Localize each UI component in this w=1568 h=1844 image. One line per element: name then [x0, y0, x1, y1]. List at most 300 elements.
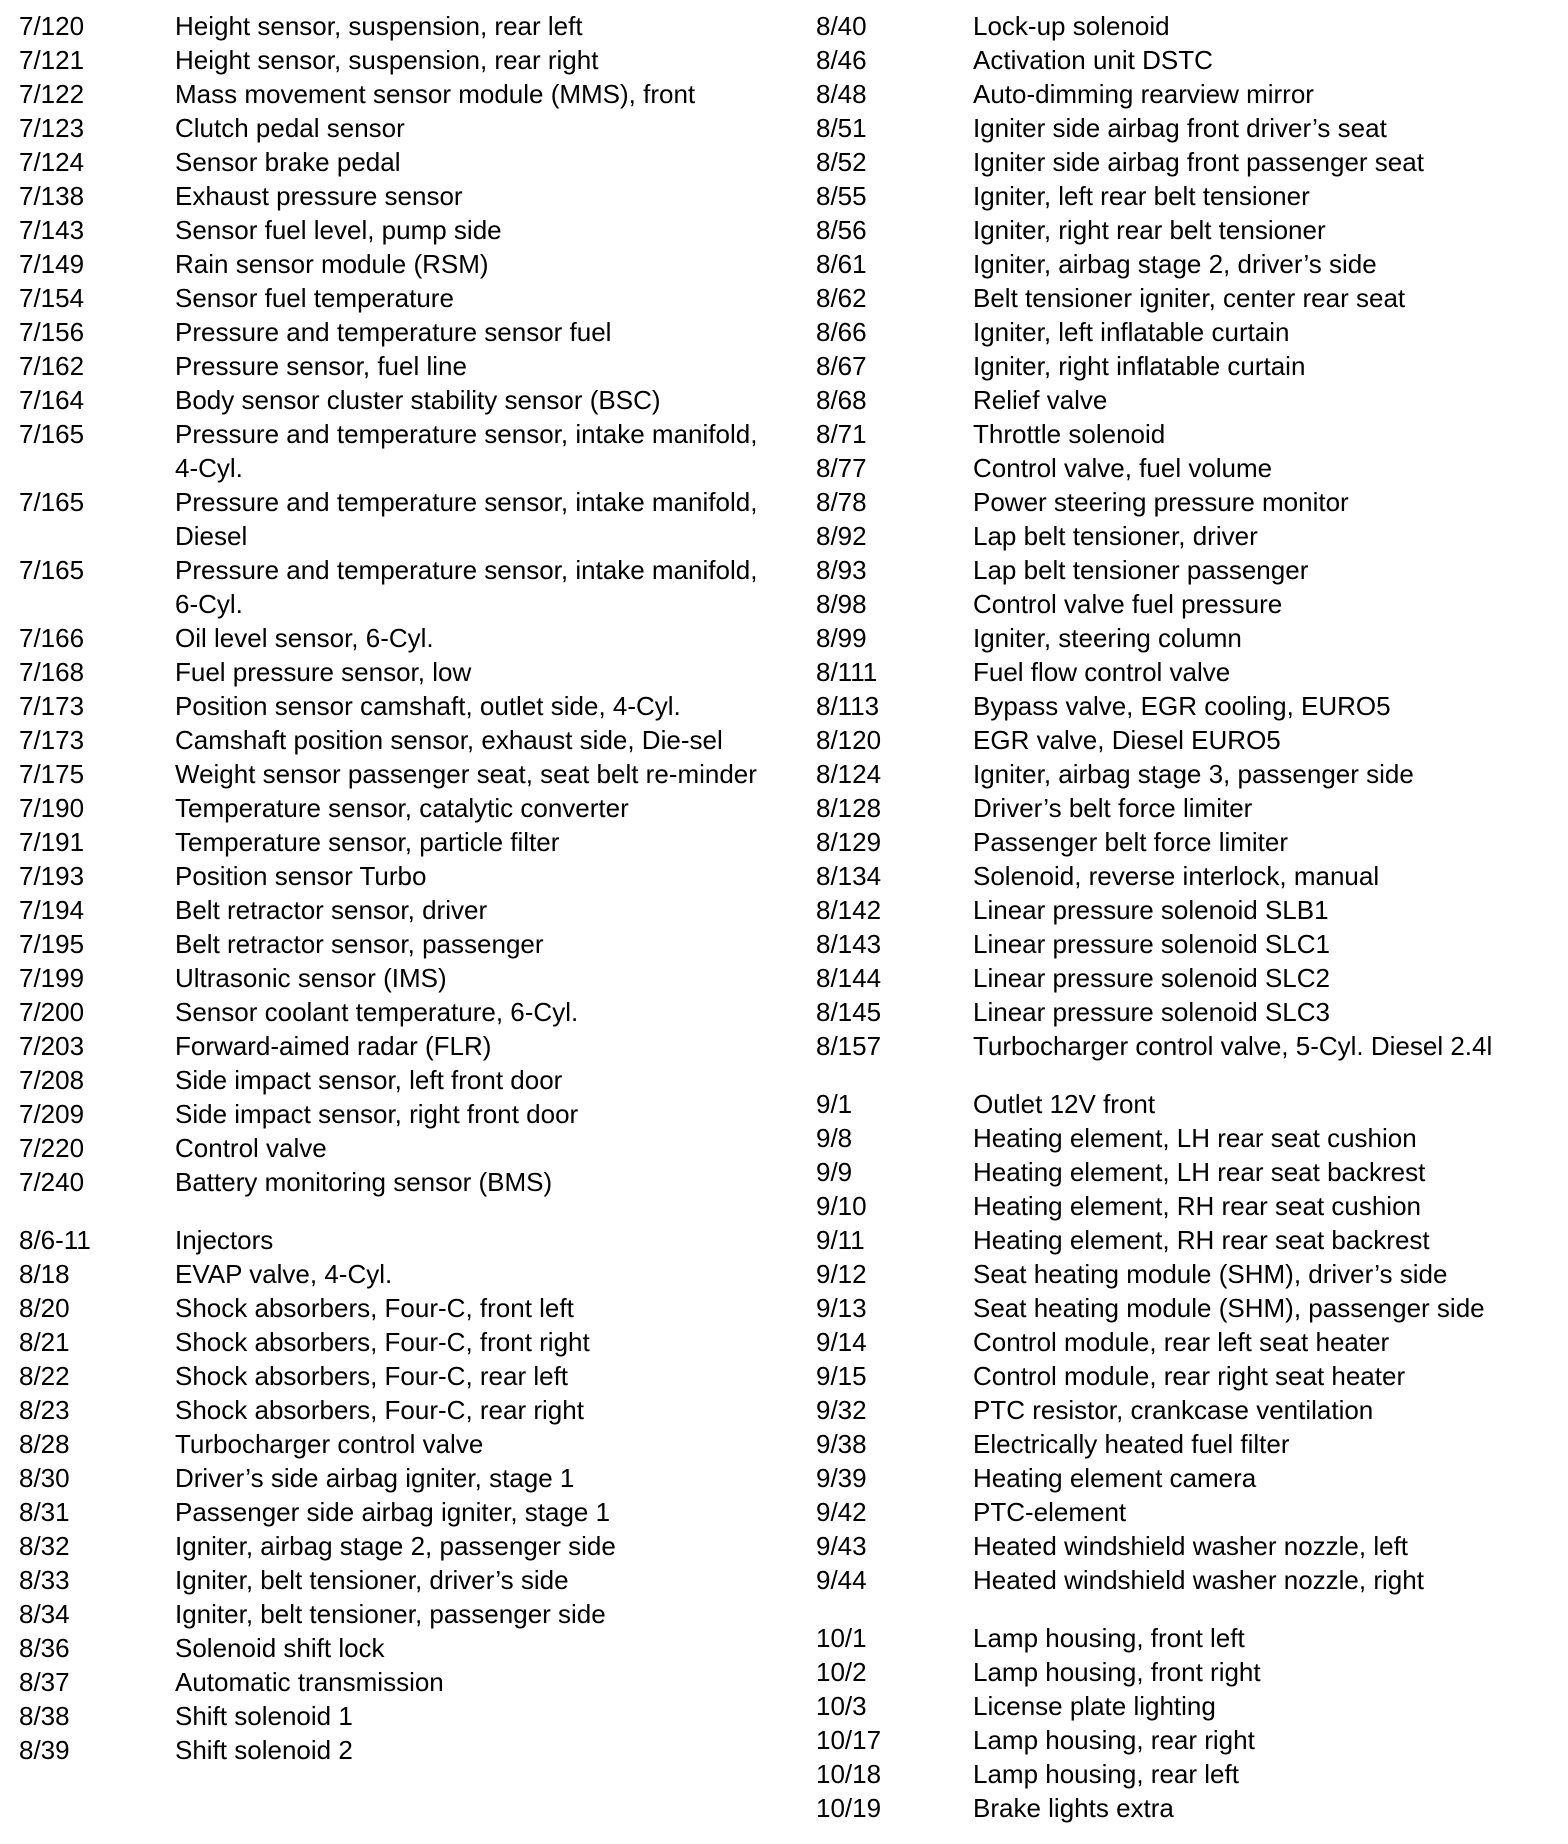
component-entry	[19, 43, 799, 77]
component-description: Pressure sensor, fuel line	[175, 351, 467, 381]
component-code: 8/68	[816, 385, 867, 415]
component-description: Control module, rear right seat heater	[973, 1361, 1406, 1391]
component-code: 8/34	[19, 1599, 70, 1629]
component-entry	[816, 723, 1556, 757]
component-code: 8/66	[816, 317, 867, 347]
component-entry	[816, 349, 1556, 383]
component-entry	[19, 77, 799, 111]
component-entry	[19, 825, 799, 859]
component-code: 7/199	[19, 963, 85, 993]
component-description: Control valve	[175, 1133, 327, 1163]
component-code: 8/38	[19, 1701, 70, 1731]
component-code: 7/124	[19, 147, 85, 177]
component-code: 8/52	[816, 147, 867, 177]
component-description: Linear pressure solenoid SLC2	[973, 963, 1330, 993]
component-description: Pressure and temperature sensor, intake manifold, 6-Cyl.	[175, 555, 758, 619]
component-entry	[19, 1029, 799, 1063]
component-description: Linear pressure solenoid SLB1	[973, 895, 1329, 925]
component-description: Position sensor Turbo	[175, 861, 427, 891]
component-entry	[19, 1563, 799, 1597]
component-code: 10/19	[816, 1793, 882, 1823]
component-description: Height sensor, suspension, rear left	[175, 11, 583, 41]
component-entry	[19, 417, 799, 485]
component-code: 8/22	[19, 1361, 70, 1391]
component-description: Igniter, right inflatable curtain	[973, 351, 1306, 381]
component-description: Shock absorbers, Four-C, rear right	[175, 1395, 584, 1425]
component-code: 8/144	[816, 963, 882, 993]
component-code: 9/10	[816, 1191, 867, 1221]
component-description: License plate lighting	[973, 1691, 1216, 1721]
component-entry	[816, 247, 1556, 281]
component-code: 7/190	[19, 793, 85, 823]
component-description: Battery monitoring sensor (BMS)	[175, 1167, 553, 1197]
component-description: Rain sensor module (RSM)	[175, 249, 489, 279]
component-entry	[19, 1325, 799, 1359]
component-code: 7/122	[19, 79, 85, 109]
component-code: 7/164	[19, 385, 85, 415]
component-code: 8/48	[816, 79, 867, 109]
component-description: Heating element, RH rear seat cushion	[973, 1191, 1422, 1221]
component-code: 7/162	[19, 351, 85, 381]
component-description: Side impact sensor, left front door	[175, 1065, 563, 1095]
component-code: 8/32	[19, 1531, 70, 1561]
component-code: 7/194	[19, 895, 85, 925]
component-description: Solenoid, reverse interlock, manual	[973, 861, 1380, 891]
component-entry	[816, 1689, 1556, 1723]
component-description: Igniter, steering column	[973, 623, 1242, 653]
component-description: Igniter, left rear belt tensioner	[973, 181, 1310, 211]
component-code: 8/56	[816, 215, 867, 245]
component-code: 7/191	[19, 827, 85, 857]
component-description: Position sensor camshaft, outlet side, 4-Cyl.	[175, 691, 681, 721]
component-code: 7/166	[19, 623, 85, 653]
component-entry	[816, 553, 1556, 587]
component-entry	[19, 723, 799, 757]
component-entry	[816, 9, 1556, 43]
component-entry	[816, 519, 1556, 553]
component-entry	[816, 1461, 1556, 1495]
component-description: Relief valve	[973, 385, 1108, 415]
component-description: Belt retractor sensor, passenger	[175, 929, 544, 959]
component-description: Auto-dimming rearview mirror	[973, 79, 1314, 109]
component-entry	[19, 655, 799, 689]
component-entry	[19, 1257, 799, 1291]
component-description: Igniter, airbag stage 2, driver’s side	[973, 249, 1377, 279]
component-entry	[19, 1529, 799, 1563]
component-entry	[19, 1165, 799, 1199]
component-description: Igniter, left inflatable curtain	[973, 317, 1290, 347]
component-entry	[19, 553, 799, 621]
component-code: 7/209	[19, 1099, 85, 1129]
left-column	[19, 9, 799, 1767]
component-entry	[19, 621, 799, 655]
component-description: Outlet 12V front	[973, 1089, 1156, 1119]
component-code: 7/120	[19, 11, 85, 41]
component-description: Heated windshield washer nozzle, left	[973, 1531, 1409, 1561]
component-group	[19, 1223, 799, 1767]
component-entry	[19, 281, 799, 315]
component-entry	[816, 655, 1556, 689]
component-entry	[816, 859, 1556, 893]
component-description: Pressure and temperature sensor, intake manifold, 4-Cyl.	[175, 419, 758, 483]
component-code: 8/31	[19, 1497, 70, 1527]
component-entry	[816, 961, 1556, 995]
component-entry	[816, 1291, 1556, 1325]
component-description: Seat heating module (SHM), driver’s side	[973, 1259, 1448, 1289]
component-entry	[816, 1393, 1556, 1427]
component-description: Throttle solenoid	[973, 419, 1166, 449]
component-description: Heating element, LH rear seat backrest	[973, 1157, 1426, 1187]
component-code: 7/195	[19, 929, 85, 959]
component-code: 8/39	[19, 1735, 70, 1765]
component-description: Height sensor, suspension, rear right	[175, 45, 599, 75]
component-description: Solenoid shift lock	[175, 1633, 385, 1663]
component-code: 8/78	[816, 487, 867, 517]
component-code: 9/43	[816, 1531, 867, 1561]
component-description: Heating element, RH rear seat backrest	[973, 1225, 1430, 1255]
component-code: 8/21	[19, 1327, 70, 1357]
component-description: Temperature sensor, particle filter	[175, 827, 560, 857]
component-description: Igniter, right rear belt tensioner	[973, 215, 1326, 245]
component-code: 8/92	[816, 521, 867, 551]
component-description: Heated windshield washer nozzle, right	[973, 1565, 1424, 1595]
component-description: Lap belt tensioner, driver	[973, 521, 1258, 551]
component-code: 8/128	[816, 793, 882, 823]
component-code: 7/193	[19, 861, 85, 891]
component-entry	[816, 1563, 1556, 1597]
component-entry	[816, 825, 1556, 859]
component-entry	[816, 383, 1556, 417]
component-description: Igniter, airbag stage 2, passenger side	[175, 1531, 616, 1561]
component-entry	[816, 621, 1556, 655]
component-code: 7/123	[19, 113, 85, 143]
component-code: 8/33	[19, 1565, 70, 1595]
component-description: Igniter side airbag front passenger seat	[973, 147, 1424, 177]
component-entry	[816, 485, 1556, 519]
component-entry	[19, 791, 799, 825]
component-description: Fuel pressure sensor, low	[175, 657, 472, 687]
component-description: Sensor coolant temperature, 6-Cyl.	[175, 997, 579, 1027]
component-entry	[816, 145, 1556, 179]
component-description: Oil level sensor, 6-Cyl.	[175, 623, 434, 653]
component-description: Seat heating module (SHM), passenger side	[973, 1293, 1485, 1323]
component-code: 7/208	[19, 1065, 85, 1095]
component-code: 7/143	[19, 215, 85, 245]
component-description: Weight sensor passenger seat, seat belt re-minder	[175, 759, 757, 789]
component-code: 8/61	[816, 249, 867, 279]
component-entry	[19, 213, 799, 247]
component-code: 9/12	[816, 1259, 867, 1289]
component-description: Driver’s belt force limiter	[973, 793, 1253, 823]
component-code: 8/134	[816, 861, 882, 891]
component-description: Body sensor cluster stability sensor (BSC)	[175, 385, 661, 415]
component-code: 10/2	[816, 1657, 867, 1687]
component-entry	[816, 995, 1556, 1029]
component-code: 9/38	[816, 1429, 867, 1459]
component-group	[816, 9, 1556, 1063]
component-entry	[816, 757, 1556, 791]
component-code: 7/154	[19, 283, 85, 313]
component-code: 9/1	[816, 1089, 853, 1119]
component-entry	[816, 587, 1556, 621]
component-code: 8/113	[816, 691, 880, 721]
component-description: Passenger side airbag igniter, stage 1	[175, 1497, 611, 1527]
component-description: Clutch pedal sensor	[175, 113, 405, 143]
component-code: 8/18	[19, 1259, 70, 1289]
component-code: 8/37	[19, 1667, 70, 1697]
component-entry	[19, 927, 799, 961]
component-description: Lap belt tensioner passenger	[973, 555, 1309, 585]
component-code: 7/156	[19, 317, 85, 347]
component-description: Belt retractor sensor, driver	[175, 895, 488, 925]
component-code: 7/240	[19, 1167, 85, 1197]
component-entry	[19, 689, 799, 723]
component-description: Activation unit DSTC	[973, 45, 1213, 75]
component-entry	[19, 1131, 799, 1165]
component-entry	[19, 9, 799, 43]
component-entry	[19, 179, 799, 213]
component-description: Linear pressure solenoid SLC1	[973, 929, 1330, 959]
component-entry	[19, 1495, 799, 1529]
component-code: 7/200	[19, 997, 85, 1027]
right-column	[816, 9, 1556, 1825]
component-code: 7/165	[19, 487, 85, 517]
component-code: 7/220	[19, 1133, 85, 1163]
component-entry	[816, 1257, 1556, 1291]
component-description: Bypass valve, EGR cooling, EURO5	[973, 691, 1391, 721]
component-description: Forward-aimed radar (FLR)	[175, 1031, 492, 1061]
component-code: 8/98	[816, 589, 867, 619]
component-entry	[19, 893, 799, 927]
component-description: Igniter side airbag front driver’s seat	[973, 113, 1387, 143]
component-description: Linear pressure solenoid SLC3	[973, 997, 1330, 1027]
component-code: 8/145	[816, 997, 882, 1027]
component-description: Igniter, belt tensioner, driver’s side	[175, 1565, 569, 1595]
component-entry	[19, 1699, 799, 1733]
component-code: 8/62	[816, 283, 867, 313]
component-code: 7/203	[19, 1031, 85, 1061]
component-code: 7/175	[19, 759, 85, 789]
component-code: 8/77	[816, 453, 867, 483]
component-entry	[816, 893, 1556, 927]
component-code: 8/99	[816, 623, 867, 653]
component-entry	[19, 145, 799, 179]
component-entry	[816, 281, 1556, 315]
component-code: 7/149	[19, 249, 85, 279]
component-code: 9/13	[816, 1293, 867, 1323]
component-entry	[816, 213, 1556, 247]
component-entry	[816, 689, 1556, 723]
component-entry	[816, 451, 1556, 485]
component-description: Exhaust pressure sensor	[175, 181, 463, 211]
component-code: 8/55	[816, 181, 867, 211]
component-code: 8/157	[816, 1031, 882, 1061]
component-code: 10/17	[816, 1725, 882, 1755]
component-code: 9/11	[816, 1225, 865, 1255]
component-description: Shift solenoid 1	[175, 1701, 353, 1731]
component-description: Lock-up solenoid	[973, 11, 1170, 41]
component-entry	[816, 1723, 1556, 1757]
component-entry	[19, 859, 799, 893]
component-entry	[816, 1029, 1556, 1063]
component-description: Side impact sensor, right front door	[175, 1099, 579, 1129]
component-description: Lamp housing, front right	[973, 1657, 1261, 1687]
component-description: Turbocharger control valve, 5-Cyl. Diesel 2.4l	[973, 1031, 1493, 1061]
component-entry	[816, 1427, 1556, 1461]
component-code: 8/111	[816, 657, 878, 687]
component-description: PTC resistor, crankcase ventilation	[973, 1395, 1374, 1425]
component-code: 7/173	[19, 691, 85, 721]
component-description: Pressure and temperature sensor fuel	[175, 317, 612, 347]
component-description: Electrically heated fuel filter	[973, 1429, 1290, 1459]
component-code: 8/142	[816, 895, 882, 925]
component-description: Shock absorbers, Four-C, rear left	[175, 1361, 569, 1391]
component-code: 8/23	[19, 1395, 70, 1425]
component-entry	[816, 315, 1556, 349]
component-description: Passenger belt force limiter	[973, 827, 1289, 857]
component-description: Heating element, LH rear seat cushion	[973, 1123, 1417, 1153]
component-entry	[19, 485, 799, 553]
component-entry	[816, 791, 1556, 825]
component-description: Control valve fuel pressure	[973, 589, 1283, 619]
component-entry	[816, 1621, 1556, 1655]
component-entry	[19, 1223, 799, 1257]
component-entry	[19, 1063, 799, 1097]
component-code: 9/15	[816, 1361, 867, 1391]
component-entry	[816, 1529, 1556, 1563]
component-entry	[19, 757, 799, 791]
component-entry	[19, 1665, 799, 1699]
component-code: 9/44	[816, 1565, 867, 1595]
component-entry	[816, 1325, 1556, 1359]
component-entry	[19, 1631, 799, 1665]
component-description: Sensor fuel temperature	[175, 283, 454, 313]
component-description: Igniter, airbag stage 3, passenger side	[973, 759, 1414, 789]
component-description: Fuel flow control valve	[973, 657, 1231, 687]
component-code: 7/168	[19, 657, 85, 687]
component-entry	[19, 247, 799, 281]
component-entry	[816, 1155, 1556, 1189]
component-description: Camshaft position sensor, exhaust side, Die-sel	[175, 725, 723, 755]
component-entry	[816, 179, 1556, 213]
component-code: 9/32	[816, 1395, 867, 1425]
component-code: 7/165	[19, 419, 85, 449]
component-group	[816, 1087, 1556, 1597]
component-entry	[19, 1097, 799, 1131]
component-description: EGR valve, Diesel EURO5	[973, 725, 1281, 755]
component-code: 8/129	[816, 827, 882, 857]
component-entry	[816, 1189, 1556, 1223]
component-description: Control module, rear left seat heater	[973, 1327, 1390, 1357]
component-description: Shock absorbers, Four-C, front right	[175, 1327, 590, 1357]
component-description: Shock absorbers, Four-C, front left	[175, 1293, 574, 1323]
component-description: Automatic transmission	[175, 1667, 444, 1697]
component-description: Shift solenoid 2	[175, 1735, 353, 1765]
component-code: 8/28	[19, 1429, 70, 1459]
component-code: 10/18	[816, 1759, 882, 1789]
component-entry	[816, 77, 1556, 111]
component-code: 9/14	[816, 1327, 867, 1357]
component-code: 8/46	[816, 45, 867, 75]
component-description: PTC-element	[973, 1497, 1127, 1527]
component-entry	[816, 1359, 1556, 1393]
component-entry	[816, 1121, 1556, 1155]
component-description: Temperature sensor, catalytic converter	[175, 793, 629, 823]
component-description: Injectors	[175, 1225, 274, 1255]
component-entry	[19, 383, 799, 417]
component-code: 7/165	[19, 555, 85, 585]
component-entry	[19, 1461, 799, 1495]
component-code: 9/9	[816, 1157, 853, 1187]
component-code: 10/3	[816, 1691, 867, 1721]
component-description: Ultrasonic sensor (IMS)	[175, 963, 447, 993]
component-code: 7/173	[19, 725, 85, 755]
component-description: Pressure and temperature sensor, intake manifold, Diesel	[175, 487, 758, 551]
component-code: 8/124	[816, 759, 882, 789]
component-entry	[19, 1291, 799, 1325]
component-code: 10/1	[816, 1623, 867, 1653]
component-entry	[19, 111, 799, 145]
component-entry	[816, 927, 1556, 961]
component-description: EVAP valve, 4-Cyl.	[175, 1259, 393, 1289]
component-entry	[816, 1757, 1556, 1791]
component-description: Control valve, fuel volume	[973, 453, 1273, 483]
component-code: 8/36	[19, 1633, 70, 1663]
component-code: 7/138	[19, 181, 85, 211]
component-entry	[19, 995, 799, 1029]
component-entry	[816, 43, 1556, 77]
component-description: Turbocharger control valve	[175, 1429, 484, 1459]
component-code: 8/67	[816, 351, 867, 381]
component-code: 8/120	[816, 725, 882, 755]
component-entry	[19, 961, 799, 995]
component-code: 8/51	[816, 113, 867, 143]
component-entry	[816, 111, 1556, 145]
component-entry	[816, 417, 1556, 451]
component-code: 9/42	[816, 1497, 867, 1527]
component-description: Lamp housing, front left	[973, 1623, 1245, 1653]
component-entry	[816, 1655, 1556, 1689]
component-code: 9/8	[816, 1123, 853, 1153]
component-description: Power steering pressure monitor	[973, 487, 1349, 517]
component-description: Lamp housing, rear right	[973, 1725, 1255, 1755]
component-entry	[19, 349, 799, 383]
component-code: 8/6-11	[19, 1225, 91, 1255]
component-description: Sensor fuel level, pump side	[175, 215, 502, 245]
component-code: 8/93	[816, 555, 867, 585]
component-code: 8/40	[816, 11, 867, 41]
component-entry	[816, 1791, 1556, 1825]
component-entry	[816, 1223, 1556, 1257]
component-code: 8/20	[19, 1293, 70, 1323]
component-group	[19, 9, 799, 1199]
component-description: Brake lights extra	[973, 1793, 1174, 1823]
component-description: Heating element camera	[973, 1463, 1257, 1493]
component-description: Mass movement sensor module (MMS), front	[175, 79, 696, 109]
component-entry	[19, 1427, 799, 1461]
component-entry	[19, 1359, 799, 1393]
component-entry	[816, 1087, 1556, 1121]
component-code: 7/121	[19, 45, 85, 75]
component-group	[816, 1621, 1556, 1825]
component-description: Igniter, belt tensioner, passenger side	[175, 1599, 606, 1629]
component-entry	[19, 1393, 799, 1427]
component-code: 8/30	[19, 1463, 70, 1493]
component-code: 8/143	[816, 929, 882, 959]
component-entry	[19, 1733, 799, 1767]
component-entry	[19, 1597, 799, 1631]
component-description: Lamp housing, rear left	[973, 1759, 1239, 1789]
